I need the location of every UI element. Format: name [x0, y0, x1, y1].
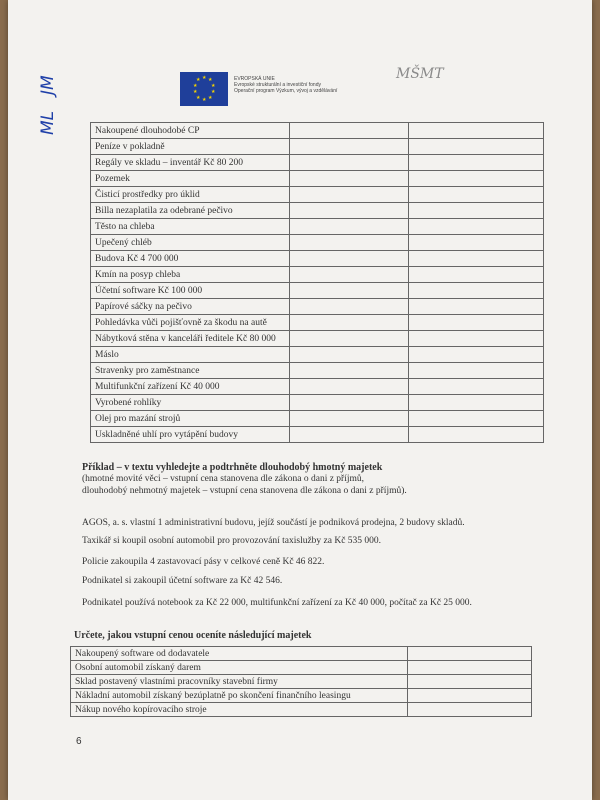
example-heading: Příklad – v textu vyhledejte a podtrhněte dlouhodobý hmotný majetek: [82, 462, 383, 473]
table-row: [91, 139, 544, 155]
example-sentence-4: Podnikatel si zakoupil účetní software za Kč 42 546.: [82, 576, 283, 586]
answer-cell[interactable]: [409, 123, 544, 139]
example-section: [82, 462, 552, 497]
eu-flag-icon: ★ ★ ★ ★ ★ ★ ★ ★ ★ ★: [180, 72, 228, 106]
answer-cell[interactable]: [409, 267, 544, 283]
asset-item: Účetní software Kč 100 000: [91, 283, 290, 299]
handwritten-initials: [38, 15, 128, 135]
table-row: [91, 363, 544, 379]
answer-cell[interactable]: [409, 155, 544, 171]
answer-cell[interactable]: [409, 203, 544, 219]
answer-cell[interactable]: [409, 283, 544, 299]
document-page: [8, 0, 592, 800]
answer-cell[interactable]: [290, 363, 409, 379]
table-row: [91, 267, 544, 283]
answer-cell[interactable]: [408, 675, 532, 689]
example-sentence-3: Policie zakoupila 4 zastavovací pásy v celkové ceně Kč 46 822.: [82, 557, 325, 567]
answer-cell[interactable]: [409, 395, 544, 411]
answer-cell[interactable]: [409, 379, 544, 395]
answer-cell[interactable]: [290, 139, 409, 155]
valuation-table: [70, 646, 532, 717]
example-sentence-2: Taxikář si koupil osobní automobil pro provozování taxislužby za Kč 535 000.: [82, 536, 382, 546]
asset-item: Máslo: [91, 347, 290, 363]
table-row: [71, 661, 532, 675]
answer-cell[interactable]: [290, 123, 409, 139]
answer-cell[interactable]: [408, 689, 532, 703]
eu-text: [234, 76, 384, 94]
handwriting-jm: JM: [38, 75, 58, 95]
table-row: [71, 647, 532, 661]
answer-cell[interactable]: [290, 427, 409, 443]
answer-cell[interactable]: [408, 647, 532, 661]
answer-cell[interactable]: [409, 411, 544, 427]
answer-cell[interactable]: [290, 219, 409, 235]
answer-cell[interactable]: [290, 171, 409, 187]
asset-item: Papírové sáčky na pečivo: [91, 299, 290, 315]
asset-item: Nábytková stěna v kanceláři ředitele Kč 80 000: [91, 331, 290, 347]
valuation-item: Nakoupený software od dodavatele: [71, 647, 408, 661]
asset-item: Upečený chléb: [91, 235, 290, 251]
answer-cell[interactable]: [409, 331, 544, 347]
eu-line-3: Operační program Výzkum, vývoj a vzdělávání: [234, 88, 338, 94]
table-row: [91, 171, 544, 187]
table-row: [91, 123, 544, 139]
table-row: [91, 379, 544, 395]
handwriting-ml: ML: [38, 110, 58, 135]
asset-item: Uskladněné uhlí pro vytápění budovy: [91, 427, 290, 443]
answer-cell[interactable]: [290, 203, 409, 219]
asset-item: Vyrobené rohlíky: [91, 395, 290, 411]
asset-item: Peníze v pokladně: [91, 139, 290, 155]
table-row: [91, 315, 544, 331]
table-row: [91, 283, 544, 299]
table-row: [91, 187, 544, 203]
msmt-logo: MŠMT: [396, 66, 444, 82]
asset-item: Kmín na posyp chleba: [91, 267, 290, 283]
answer-cell[interactable]: [290, 187, 409, 203]
asset-item: Regály ve skladu – inventář Kč 80 200: [91, 155, 290, 171]
asset-item: Těsto na chleba: [91, 219, 290, 235]
answer-cell[interactable]: [409, 315, 544, 331]
answer-cell[interactable]: [290, 283, 409, 299]
asset-item: Pohledávka vůči pojišťovně za škodu na autě: [91, 315, 290, 331]
table-row: [91, 251, 544, 267]
answer-cell[interactable]: [408, 661, 532, 675]
asset-item: Pozemek: [91, 171, 290, 187]
asset-table: [90, 122, 544, 443]
answer-cell[interactable]: [409, 139, 544, 155]
answer-cell[interactable]: [290, 267, 409, 283]
answer-cell[interactable]: [290, 411, 409, 427]
answer-cell[interactable]: [409, 235, 544, 251]
example-sentence-5: Podnikatel používá notebook za Kč 22 000, multifunkční zařízení za Kč 40 000, počítač za Kč 25 000.: [82, 598, 472, 608]
eu-line-1: EVROPSKÁ UNIE: [234, 76, 275, 82]
example-sentence-1: AGOS, a. s. vlastní 1 administrativní budovu, jejíž součástí je podniková prodejna, 2 budovy skladů.: [82, 518, 465, 528]
asset-item: Nakoupené dlouhodobé CP: [91, 123, 290, 139]
example-note-1: (hmotné movité věci – vstupní cena stanovena dle zákona o dani z příjmů,: [82, 474, 365, 484]
section2-heading: Určete, jakou vstupní cenou oceníte následující majetek: [74, 630, 312, 641]
answer-cell[interactable]: [409, 251, 544, 267]
answer-cell[interactable]: [409, 347, 544, 363]
valuation-item: Nákladní automobil získaný bezúplatně po skončení finančního leasingu: [71, 689, 408, 703]
answer-cell[interactable]: [409, 187, 544, 203]
answer-cell[interactable]: [409, 219, 544, 235]
asset-item: Budova Kč 4 700 000: [91, 251, 290, 267]
asset-item: Billa nezaplatila za odebrané pečivo: [91, 203, 290, 219]
table-row: [91, 395, 544, 411]
answer-cell[interactable]: [409, 363, 544, 379]
answer-cell[interactable]: [290, 251, 409, 267]
table-row: [91, 427, 544, 443]
answer-cell[interactable]: [290, 299, 409, 315]
answer-cell[interactable]: [290, 379, 409, 395]
table-row: [71, 703, 532, 717]
asset-item: Multifunkční zařízení Kč 40 000: [91, 379, 290, 395]
valuation-item: Nákup nového kopírovacího stroje: [71, 703, 408, 717]
answer-cell[interactable]: [290, 347, 409, 363]
asset-item: Olej pro mazání strojů: [91, 411, 290, 427]
answer-cell[interactable]: [290, 395, 409, 411]
valuation-item: Sklad postavený vlastními pracovníky stavební firmy: [71, 675, 408, 689]
asset-item: Stravenky pro zaměstnance: [91, 363, 290, 379]
asset-item: Čisticí prostředky pro úklid: [91, 187, 290, 203]
table-row: [91, 411, 544, 427]
table-row: [91, 299, 544, 315]
table-row: [91, 331, 544, 347]
table-row: [91, 155, 544, 171]
table-row: [91, 219, 544, 235]
answer-cell[interactable]: [409, 299, 544, 315]
table-row: [91, 235, 544, 251]
example-note-2: dlouhodobý nehmotný majetek – vstupní cena stanovena dle zákona o dani z příjmů).: [82, 486, 407, 496]
valuation-item: Osobní automobil získaný darem: [71, 661, 408, 675]
eu-header: [180, 72, 420, 114]
answer-cell[interactable]: [290, 235, 409, 251]
table-row: [91, 347, 544, 363]
answer-cell[interactable]: [409, 427, 544, 443]
page-number: 6: [76, 736, 82, 747]
answer-cell[interactable]: [409, 171, 544, 187]
table-row: [71, 689, 532, 703]
answer-cell[interactable]: [290, 331, 409, 347]
eu-line-2: Evropské strukturální a investiční fondy: [234, 82, 321, 88]
table-row: [71, 675, 532, 689]
answer-cell[interactable]: [290, 155, 409, 171]
answer-cell[interactable]: [408, 703, 532, 717]
answer-cell[interactable]: [290, 315, 409, 331]
table-row: [91, 203, 544, 219]
